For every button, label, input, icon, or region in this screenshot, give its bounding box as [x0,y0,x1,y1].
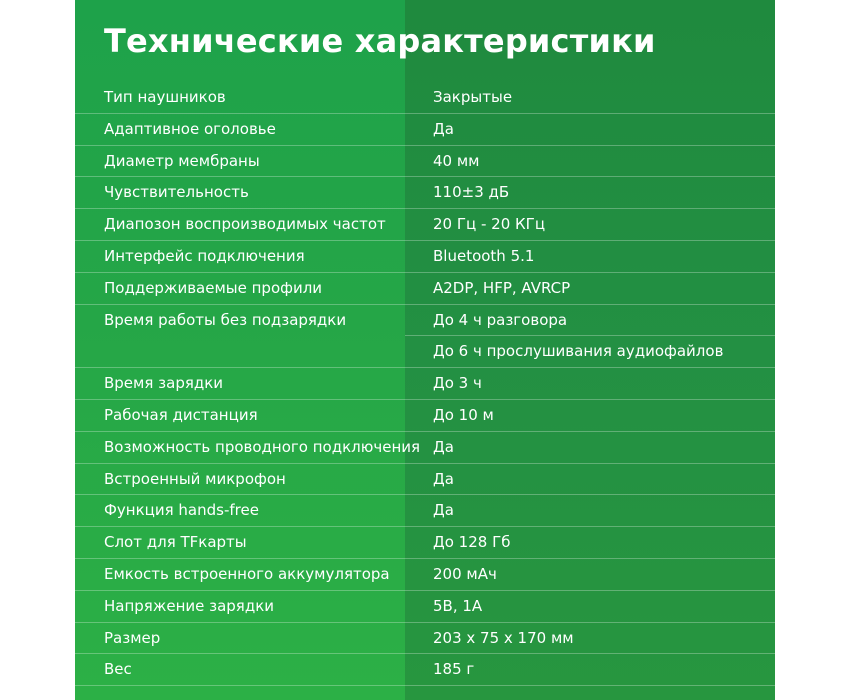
spec-row [75,241,775,273]
spec-label: Интерфейс подключения [104,246,305,265]
spec-row [75,146,775,178]
spec-value: Да [433,119,454,138]
spec-value: До 3 ч [433,374,482,393]
spec-value: До 6 ч прослушивания аудиофайлов [433,342,724,361]
spec-value: До 4 ч разговора [433,310,568,329]
spec-label: Время зарядки [104,374,224,393]
spec-row [75,464,775,496]
spec-label: Диапозон воспроизводимых частот [104,215,386,234]
spec-row [75,82,775,114]
spec-value: 200 мАч [433,564,497,583]
specs-table [75,82,775,686]
spec-value: 40 мм [433,151,480,170]
spec-label: Напряжение зарядки [104,596,275,615]
spec-row [75,432,775,464]
spec-label: Чувствительность [104,183,249,202]
page-title: Технические характеристики [104,22,656,60]
spec-row [75,623,775,655]
spec-value: До 10 м [433,405,494,424]
spec-label: Диаметр мембраны [104,151,260,170]
spec-label: Адаптивное оголовье [104,119,276,138]
spec-row [75,591,775,623]
spec-row [75,654,775,686]
spec-value: Да [433,501,454,520]
spec-value: Да [433,469,454,488]
spec-label: Поддерживаемые профили [104,278,323,297]
spec-label: Тип наушников [104,88,226,106]
spec-row [75,368,775,400]
spec-label: Емкость встроенного аккумулятора [104,564,390,583]
spec-row [75,305,775,369]
spec-value: Bluetooth 5.1 [433,246,535,265]
spec-label: Возможность проводного подключения [104,437,421,456]
specs-panel [75,0,775,700]
spec-value: 5В, 1А [433,596,483,615]
spec-value: Закрытые [433,88,513,106]
spec-value: Да [433,437,454,456]
spec-row [75,400,775,432]
spec-row [75,559,775,591]
spec-label: Встроенный микрофон [104,469,286,488]
spec-row [75,177,775,209]
value-divider [405,335,775,336]
spec-row [75,495,775,527]
spec-label: Размер [104,628,161,647]
spec-label: Время работы без подзарядки [104,310,347,329]
spec-value: 110±3 дБ [433,183,510,202]
spec-value: 185 г [433,660,475,679]
spec-row [75,209,775,241]
spec-value: 203 x 75 x 170 мм [433,628,574,647]
spec-value: До 128 Гб [433,533,511,552]
spec-label: Вес [104,660,132,679]
spec-value: A2DP, HFP, AVRCP [433,278,571,297]
spec-label: Функция hands-free [104,501,259,520]
spec-label: Рабочая дистанция [104,405,258,424]
spec-row [75,273,775,305]
spec-value: 20 Гц - 20 КГц [433,215,546,234]
spec-row [75,527,775,559]
spec-label: Слот для TFкарты [104,533,247,552]
spec-value-list [433,305,723,369]
spec-row [75,114,775,146]
